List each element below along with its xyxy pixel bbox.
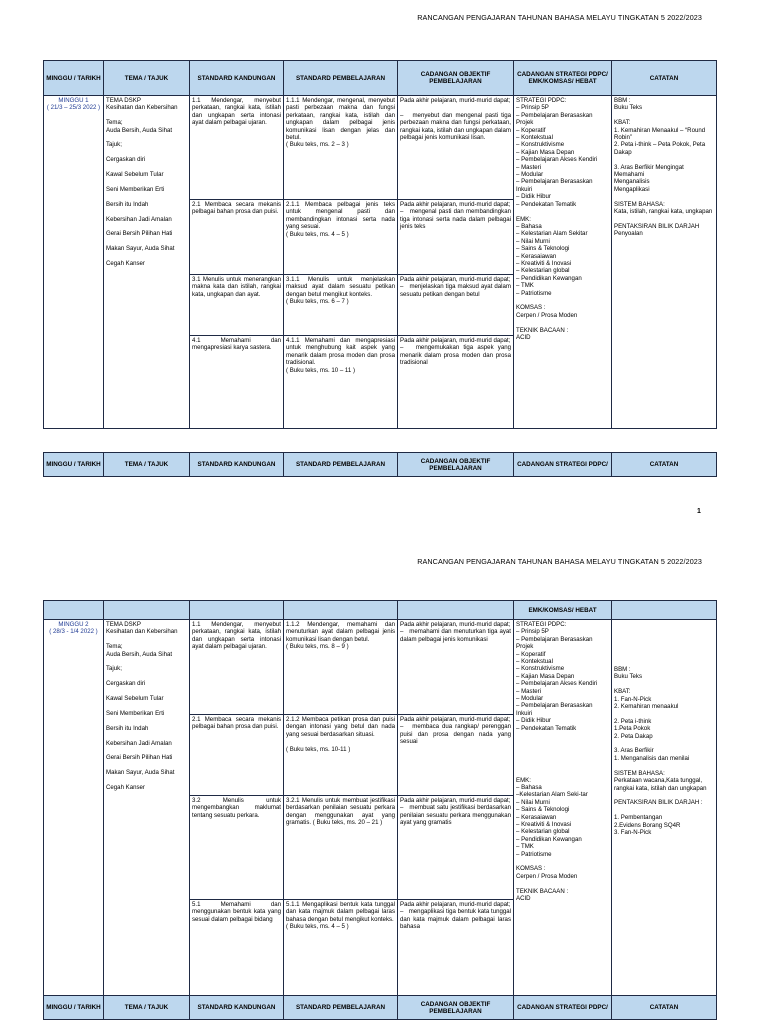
objective-cell: Pada akhir pelajaran, murid-murid dapat; – menjelaskan tiga maksud ayat dalam sesuatu petikan dengan betul bbox=[398, 275, 514, 336]
col-header-theme: TEMA / TAJUK bbox=[104, 453, 190, 477]
col-header-strategy: CADANGAN STRATEGI PDPC/ bbox=[514, 453, 612, 477]
objective-cell: Pada akhir pelajaran, murid-murid dapat; – mengenal pasti dan membandingkan tiga intonasi serta nada dalam pelbagai jenis teks bbox=[398, 200, 514, 275]
sk-cell: 4.1 Memahami dan mengapresiasi karya sastera. bbox=[190, 336, 284, 429]
week-date-cell: MINGGU 2 ( 28/3 - 1/4 2022 ) bbox=[44, 620, 104, 996]
col-header-sp: STANDARD PEMBELAJARAN bbox=[284, 996, 398, 1020]
col-header-objective: CADANGAN OBJEKTIF PEMBELAJARAN bbox=[398, 996, 514, 1020]
week-date-cell: MINGGU 1 ( 21/3 – 25/3 2022 ) bbox=[44, 96, 104, 429]
sk-cell: 5.1 Memahami dan menggunakan bentuk kata yang sesuai dalam pelbagai bidang bbox=[190, 900, 284, 996]
notes-cell: BBM : Buku Teks KBAT: 1. Kemahiran Menaakul – “Round Robin” 2. Peta i-think – Peta Pokok, Peta Dakap 3. Aras Berfikir Mengingat Memahami Menganalisis Mengaplikasi SISTEM BAHASA: Kata, istilah, rangkai kata, ungkapan PENTAKSIRAN BILIK DARJAH Penyoalan bbox=[612, 96, 717, 429]
plan-table-week-1 bbox=[43, 60, 717, 429]
theme-cell: TEMA DSKP Kesihatan dan Kebersihan Tema; Auda Bersih, Auda Sihat Tajuk; Cergaskan diri Kawal Sebelum Tular Seni Memberikan Erti Bersih itu Indah Kebersihan Jadi Amalan Gerai Bersih Pilihan Hati Makan Sayur, Auda Sihat Cegah Kanser bbox=[104, 96, 190, 429]
sp-cell: 3.1.1 Menulis untuk menjelaskan maksud ayat dalam sesuatu petikan dengan betul mengikut konteks. ( Buku teks, ms. 6 – 7 ) bbox=[284, 275, 398, 336]
sk-cell: 2.1 Membaca secara mekanis pelbagai bahan prosa dan puisi. bbox=[190, 200, 284, 275]
header-blank bbox=[284, 601, 398, 620]
theme-cell: TEMA DSKP Kesihatan dan Kebersihan Tema; Auda Bersih, Auda Sihat Tajuk; Cergaskan diri Kawal Sebelum Tular Seni Memberikan Erti Bersih itu Indah Kebersihan Jadi Amalan Gerai Bersih Pilihan Hati Makan Sayur, Auda Sihat Cegah Kanser bbox=[104, 620, 190, 996]
strategy-cell: STRATEGI PDPC: – Prinsip 5P – Pembelajaran Berasaskan Projek – Koperatif – Kontekstual – Konstruktivisme – Kajian Masa Depan – Pembelajaran Akses Kendiri – Masteri – Modular – Pembelajaran Berasaskan Inkuiri – Didik Hibur – Pendekatan Tematik EMK: – Bahasa – Kelestarian Alam Sekitar – Nilai Murni – Sains & Teknologi – Kerasaiawan – Kreativiti & Inovasi – Kelestarian global – Pendidikan Kewangan – TMK – Patriotisme KOMSAS : Cerpen / Prosa Moden TEKNIK BACAAN : ACID bbox=[514, 96, 612, 429]
col-header-strategy: CADANGAN STRATEGI PDPC/ EMK/KOMSAS/ HEBAT bbox=[514, 61, 612, 96]
header-blank bbox=[44, 601, 104, 620]
col-header-objective: CADANGAN OBJEKTIF PEMBELAJARAN bbox=[398, 61, 514, 96]
sp-cell: 2.1.1 Membaca pelbagai jenis teks untuk mengenal pasti dan membandingkan intonasi serta nada yang sesuai. ( Buku teks, ms. 4 – 5 ) bbox=[284, 200, 398, 275]
page-number: 1 bbox=[697, 508, 701, 515]
col-header-theme: TEMA / TAJUK bbox=[104, 61, 190, 96]
col-header-strategy-cont: EMK/KOMSAS/ HEBAT bbox=[514, 601, 612, 620]
sp-cell: 3.2.1 Menulis untuk membuat jestifikasi berdasarkan penilaian sesuatu perkara dengan menggunakan ayat yang gramatis. ( Buku teks, ms. 20 – 21 ) bbox=[284, 796, 398, 900]
strategy-cell: STRATEGI PDPC: – Prinsip 5P – Pembelajaran Berasaskan Projek – Koperatif – Kontekstual – Konstruktivisme – Kajian Masa Depan – Pembelajaran Akses Kendiri – Masteri – Modular – Pembelajaran Berasaskan Inkuiri – Didik Hibur – Pendekatan Tematik EMK: – Bahasa –Kelestarian Alam Seki-tar – Nilai Murni – Sains & Teknologi – Kerasaiawan – Kreativiti & Inovasi – Kelestarian global – Pendidikan Kewangan – TMK – Patriotisme KOMSAS : Cerpen / Prosa Moden TEKNIK BACAAN : ACID bbox=[514, 620, 612, 996]
objective-cell: Pada akhir pelajaran, murid-murid dapat; – mengemukakan tiga aspek yang menarik dalam prosa moden dan prosa tradisional bbox=[398, 336, 514, 429]
col-header-week: MINGGU / TARIKH bbox=[44, 61, 104, 96]
sp-cell: 1.1.1 Mendengar, mengenal, menyebut pasti perbezaan makna dan fungsi perkataan, rangkai kata, istilah dan ungkapan dalam pelbagai jenis komunikasi lisan dengan jelas dan betul. ( Buku teks, ms. 2 – 3 ) bbox=[284, 96, 398, 200]
col-header-notes: CATATAN bbox=[612, 61, 717, 96]
page-header-title: RANCANGAN PENGAJARAN TAHUNAN BAHASA MELAYU TINGKATAN 5 2022/2023 bbox=[417, 557, 702, 566]
header-blank bbox=[104, 601, 190, 620]
objective-cell: Pada akhir pelajaran, murid-murid dapat; – mengaplikasi tiga bentuk kata tunggal dan kata majmuk dalam pelbagai laras bahasa bbox=[398, 900, 514, 996]
page-header-title: RANCANGAN PENGAJARAN TAHUNAN BAHASA MELAYU TINGKATAN 5 2022/2023 bbox=[417, 13, 702, 22]
col-header-sk: STANDARD KANDUNGAN bbox=[190, 61, 284, 96]
sk-cell: 1.1 Mendengar, menyebut perkataan, rangkai kata, istilah dan ungkapan serta intonasi ayat dalam pelbagai ujaran. bbox=[190, 620, 284, 715]
plan-table-header-repeat bbox=[43, 452, 717, 477]
sp-cell: 4.1.1 Memahami dan mengapresiasi untuk menghubung kait aspek yang menarik dalam prosa moden dan prosa tradisional. ( Buku teks, ms. 10 – 11 ) bbox=[284, 336, 398, 429]
col-header-sp: STANDARD PEMBELAJARAN bbox=[284, 453, 398, 477]
header-blank bbox=[398, 601, 514, 620]
notes-cell: BBM : Buku Teks KBAT: 1. Fan-N-Pick 2. Kemahiran menaakul 2. Peta i-think 1.Peta Pokok 2. Peta Dakap 3. Aras Berfikir 1. Menganalisis dan menilai SISTEM BAHASA: Perkataan wacana,Kata tunggal, rangkai kata, istilah dan ungkapan PENTAKSIRAN BILIK DARJAH : 1. Pembentangan 2.Evidens Borang SQ4R 3. Fan-N-Pick bbox=[612, 620, 717, 996]
col-header-week: MINGGU / TARIKH bbox=[44, 453, 104, 477]
col-header-week: MINGGU / TARIKH bbox=[44, 996, 104, 1020]
objective-cell: Pada akhir pelajaran, murid-murid dapat; – memahami dan menuturkan tiga ayat dalam pelbagai jenis komunikasi bbox=[398, 620, 514, 715]
sp-cell: 2.1.2 Membaca petikan prosa dan puisi dengan intonasi yang betul dan nada yang sesuai berdasarkan situasi. ( Buku teks, ms. 10-11 ) bbox=[284, 715, 398, 796]
col-header-sk: STANDARD KANDUNGAN bbox=[190, 453, 284, 477]
col-header-notes: CATATAN bbox=[612, 453, 717, 477]
col-header-notes: CATATAN bbox=[612, 996, 717, 1020]
col-header-theme: TEMA / TAJUK bbox=[104, 996, 190, 1020]
sk-cell: 2.1 Membaca secara mekanis pelbagai bahan prosa dan puisi. bbox=[190, 715, 284, 796]
col-header-sp: STANDARD PEMBELAJARAN bbox=[284, 61, 398, 96]
plan-table-week-2 bbox=[43, 600, 717, 1020]
sk-cell: 3.1 Menulis untuk menerangkan makna kata dan istilah, rangkai kata, ungkapan dan ayat. bbox=[190, 275, 284, 336]
col-header-strategy: CADANGAN STRATEGI PDPC/ bbox=[514, 996, 612, 1020]
sp-cell: 1.1.2 Mendengar, memahami dan menuturkan ayat dalam pelbagai jenis komunikasi lisan dengan betul. ( Buku teks, ms. 8 – 9 ) bbox=[284, 620, 398, 715]
header-blank bbox=[190, 601, 284, 620]
objective-cell: Pada akhir pelajaran, murid-murid dapat; – membaca dua rangkap/ perenggan puisi dan prosa dengan nada yang sesuai bbox=[398, 715, 514, 796]
col-header-sk: STANDARD KANDUNGAN bbox=[190, 996, 284, 1020]
sk-cell: 3.2 Menulis untuk mengembangkan maklumat tentang sesuatu perkara. bbox=[190, 796, 284, 900]
col-header-objective: CADANGAN OBJEKTIF PEMBELAJARAN bbox=[398, 453, 514, 477]
sk-cell: 1.1 Mendengar, menyebut perkataan, rangkai kata, istilah dan ungkapan serta intonasi ayat dalam pelbagai ujaran. bbox=[190, 96, 284, 200]
objective-cell: Pada akhir pelajaran, murid-murid dapat; – menyebut dan mengenal pasti tiga perbezaan makna dan fungsi perkataan, rangkai kata, istilah dan ungkapan dalam pelbagai jenis komunikasi lisan. bbox=[398, 96, 514, 200]
objective-cell: Pada akhir pelajaran, murid-murid dapat; – membuat satu jestifikasi berdasarkan penilaian sesuatu perkara menggunakan ayat yang gramatis bbox=[398, 796, 514, 900]
sp-cell: 5.1.1 Mengaplikasi bentuk kata tunggal dan kata majmuk dalam pelbagai laras bahasa dengan betul mengikut konteks. ( Buku teks, ms. 4 – 5 ) bbox=[284, 900, 398, 996]
header-blank bbox=[612, 601, 717, 620]
